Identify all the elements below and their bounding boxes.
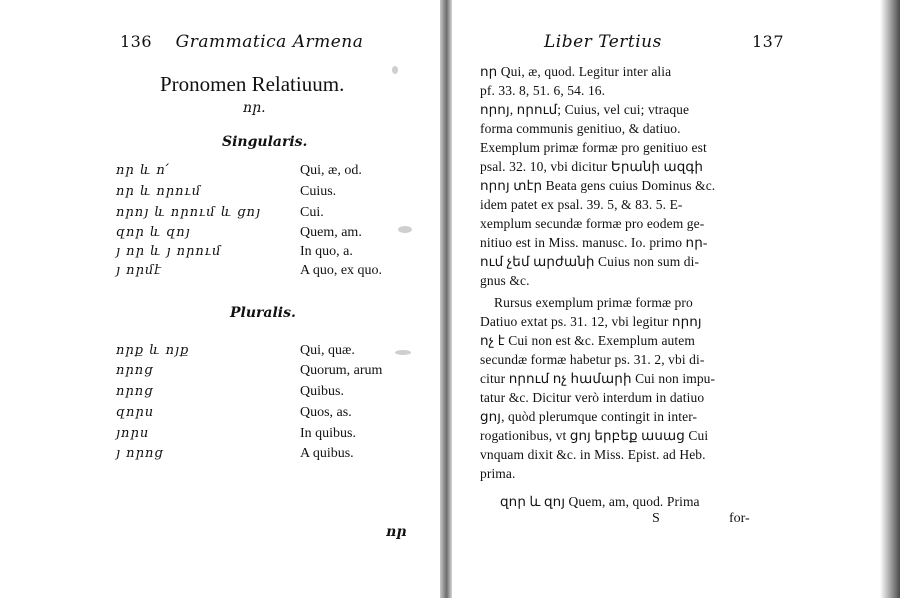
latin-gloss: A quo, ex quo. [300,263,383,278]
plural-row [0,343,440,365]
right-page-number: 137 [752,32,785,51]
armenian-form: յորս [116,426,150,441]
armenian-form: զոր և զոյ [116,225,191,240]
right-running-header [544,32,662,52]
text-line: vnquam dixit &c. in Miss. Epist. ad Heb. [480,447,706,462]
right-page [452,0,880,598]
text-line: nitiuo est in Miss. manusc. Io. primo որ- [480,235,708,250]
armenian-form: յ որմէ [116,263,162,278]
text-line: citur որում ոչ համարի Cui non impu- [480,371,716,386]
text-line: ոչ է Cui non est &c. Exemplum autem [480,333,695,348]
singular-row [0,205,440,227]
text-line: Datiuo extat ps. 31. 12, vbi legitur որոյ [480,314,702,329]
latin-gloss: Cui. [300,205,324,220]
left-page [0,0,440,598]
armenian-form: զորս [116,405,155,420]
text-line: որոյ տէր Beata gens cuius Dominus &c. [480,178,716,193]
text-line: rogationibus, vt ցոյ երբեք ասաց Cui [480,428,709,443]
left-catchword: որ [386,524,407,540]
plural-row [0,384,440,406]
text-line: gnus &c. [480,273,530,288]
latin-gloss: In quo, a. [300,244,353,259]
text-line: ում չեմ արժանի Cuius non sum di- [480,254,700,269]
left-running-head: Grammatica Armena [175,32,364,52]
text-line: tatur &c. Dicitur verò interdum in datiuo [480,390,705,405]
armenian-form: որք և ոյք [116,343,190,358]
armenian-form: որ և ո՛ [116,163,170,178]
latin-gloss: In quibus. [300,426,356,441]
latin-gloss: Quem, am. [300,225,362,240]
page-edge-shadow [880,0,900,598]
latin-gloss: Cuius. [300,184,337,199]
latin-gloss: Quos, as. [300,405,352,420]
armenian-form: որոց [116,384,154,399]
text-line: Exemplum primæ formæ pro genitiuo est [480,140,707,155]
text-line: Rursus exemplum primæ formæ pro [494,295,693,310]
section-title: Pronomen Relatiuum. [160,72,345,96]
text-line: forma communis genitiuo, & datiuo. [480,121,681,136]
armenian-form: որ և որում [116,184,202,199]
ink-speck [392,66,398,74]
latin-gloss: Qui, æ, od. [300,163,362,178]
latin-gloss: Qui, quæ. [300,343,355,358]
plural-row [0,446,440,468]
singular-row [0,184,440,206]
ink-speck [398,226,412,233]
latin-gloss: Quorum, arum [300,363,383,378]
right-page-number-wrap [752,32,784,52]
latin-gloss: Quibus. [300,384,344,399]
plural-row [0,426,440,448]
left-page-number: 136 [120,32,153,51]
text-line: որոյ, որում; Cuius, vel cui; vtraque [480,102,690,117]
book-gutter [440,0,452,598]
text-line: idem patet ex psal. 39. 5, & 83. 5. E- [480,197,683,212]
plural-heading: Pluralis. [230,305,296,321]
text-line: pf. 33. 8, 51. 6, 54. 16. [480,83,606,98]
armenian-form: որոյ և որում և ցոյ [116,205,262,220]
plural-row [0,363,440,385]
right-running-head: Liber Tertius [544,32,662,52]
armenian-form: որոց [116,363,154,378]
ink-speck [395,350,411,355]
text-line: զոր և զոյ Quem, am, quod. Prima [500,494,700,509]
armenian-form: յ որ և յ որում [116,244,222,259]
plural-row [0,405,440,427]
signature-mark: S [652,511,660,526]
text-line: որ Qui, æ, quod. Legitur inter alia [480,64,672,79]
armenian-subtitle: որ. [243,100,266,116]
text-line: secundæ formæ habetur ps. 31. 2, vbi di- [480,352,705,367]
armenian-form: յ որոց [116,446,164,461]
text-line: psal. 32. 10, vbi dicitur Երանի ազգի [480,159,704,174]
singular-heading: Singularis. [222,134,308,150]
latin-gloss: A quibus. [300,446,354,461]
left-running-header [120,32,363,52]
text-line: prima. [480,466,516,481]
singular-row [0,263,440,285]
singular-row [0,163,440,185]
right-catchword: for- [729,511,750,526]
text-line: xemplum secundæ formæ pro eodem ge- [480,216,705,231]
text-line: ցոյ, quòd plerumque contingit in inter- [480,409,698,424]
